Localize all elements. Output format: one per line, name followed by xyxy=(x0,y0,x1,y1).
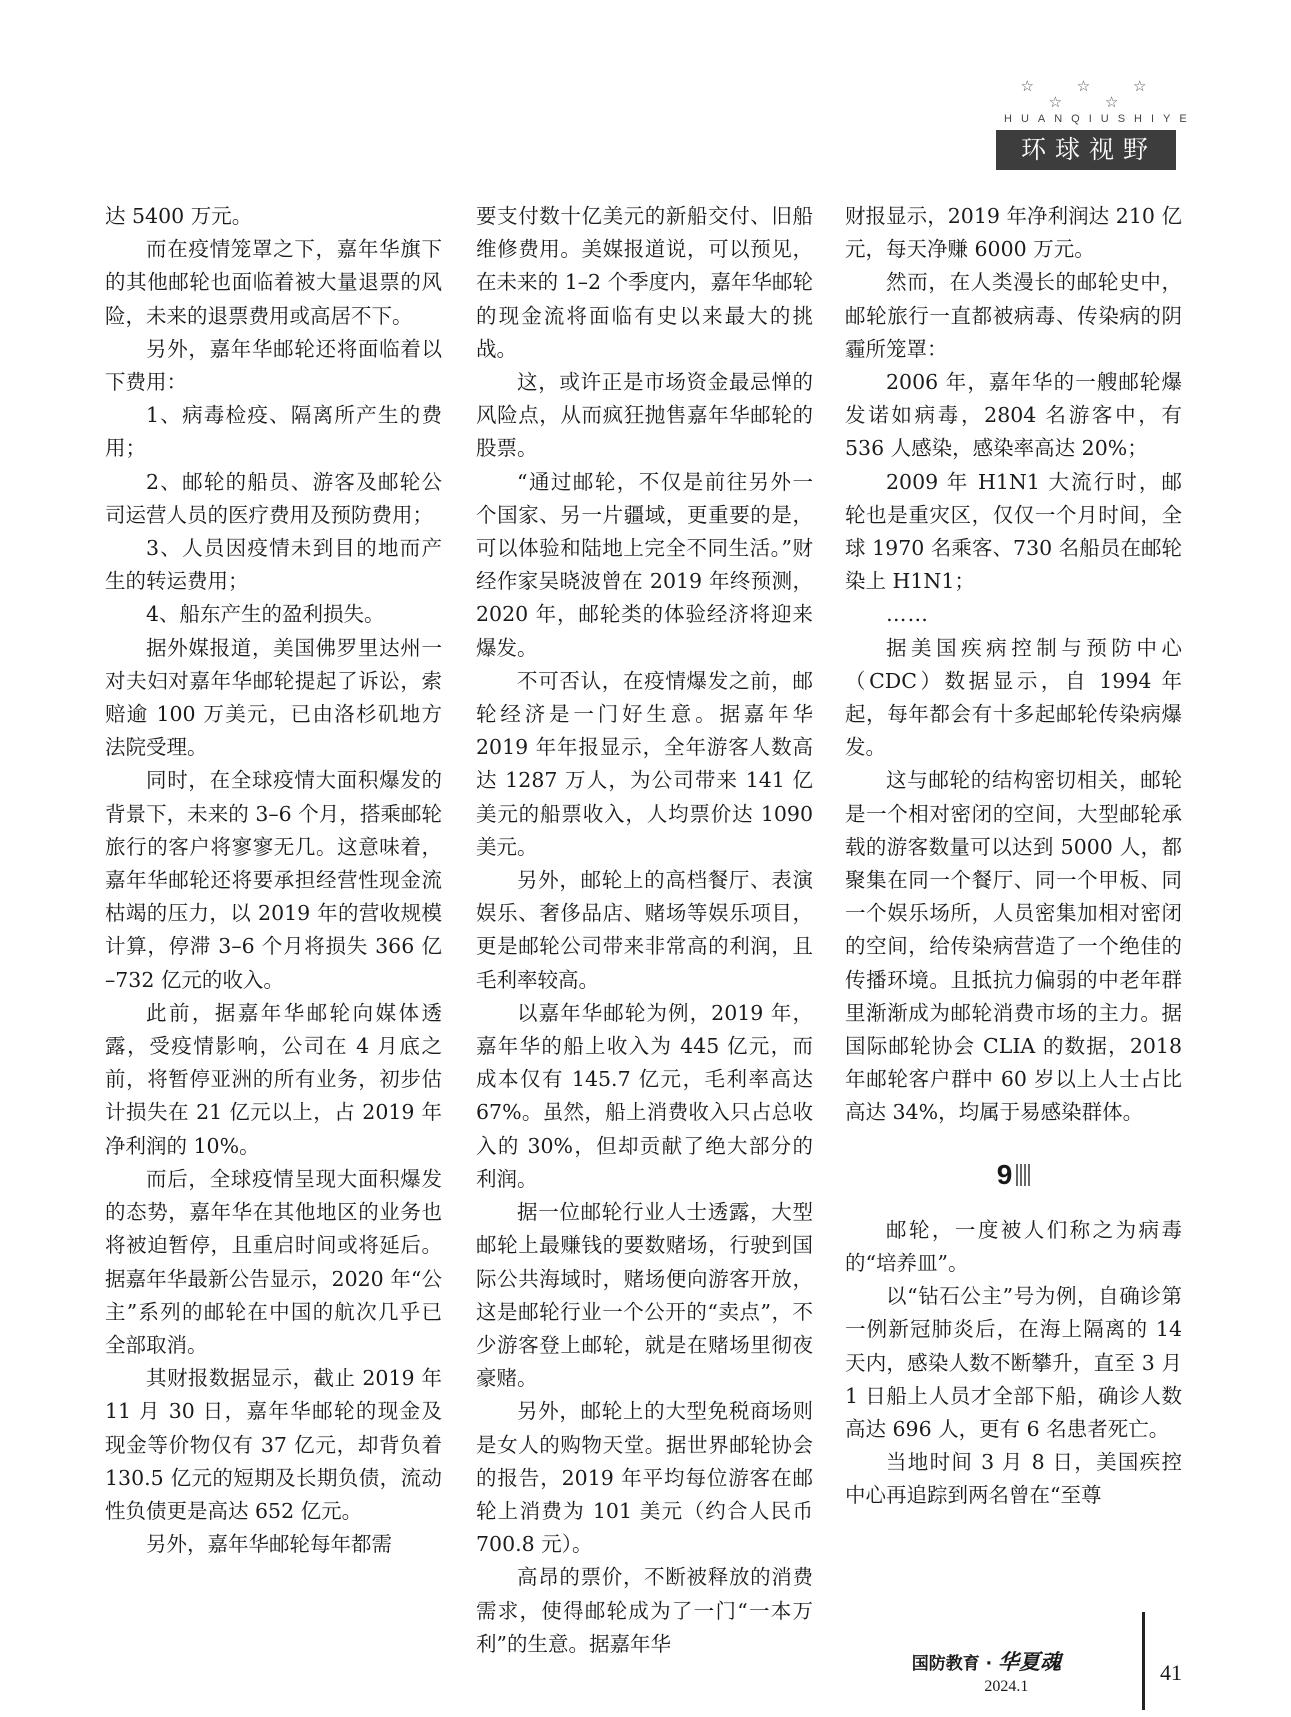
paragraph: 这，或许正是市场资金最忌惮的风险点，从而疯狂抛售嘉年华邮轮的股票。 xyxy=(476,370,813,461)
paragraph: 同时，在全球疫情大面积爆发的背景下，未来的 3–6 个月，搭乘邮轮旅行的客户将寥寥无几。这意味着，嘉年华邮轮还将要承担经营性现金流枯竭的压力，以 2019 年的营收规模计算，停滞 3–6 个月将损失 366 亿 –732 亿元的收入。 xyxy=(105,768,442,992)
paragraph: 高昂的票价，不断被释放的消费需求，使得邮轮成为了一门“一本万利”的生意。据嘉年华 xyxy=(476,1565,813,1656)
heading-bar-icon xyxy=(1016,1164,1030,1186)
paragraph: 2009 年 H1N1 大流行时，邮轮也是重灾区，仅仅一个月时间，全球 1970 名乘客、730 名船员在邮轮染上 H1N1； xyxy=(845,469,1182,594)
page-number: 41 xyxy=(1160,1660,1182,1685)
section-title: 环球视野 xyxy=(996,130,1176,170)
column-1 xyxy=(105,200,442,1561)
column-2 xyxy=(476,200,813,1661)
paragraph: 3、人员因疫情未到目的地而产生的转运费用； xyxy=(105,536,442,594)
paragraph: 财报显示，2019 年净利润达 210 亿元，每天净赚 6000 万元。 xyxy=(845,204,1182,262)
paragraph: 要支付数十亿美元的新船交付、旧船维修费用。美媒报道说，可以预见，在未来的 1–2 个季度内，嘉年华邮轮的现金流将面临有史以来最大的挑战。 xyxy=(476,204,813,361)
paragraph: 据一位邮轮行业人士透露，大型邮轮上最赚钱的要数赌场，行驶到国际公共海域时，赌场便向游客开放，这是邮轮行业一个公开的“卖点”，不少游客登上邮轮，就是在赌场里彻夜豪赌。 xyxy=(476,1200,813,1391)
paragraph: 2、邮轮的船员、游客及邮轮公司运营人员的医疗费用及预防费用； xyxy=(105,469,442,527)
page-footer xyxy=(912,1650,1061,1698)
section-pinyin: HUANQIUSHIYE xyxy=(1004,113,1196,125)
paragraph: 以“钻石公主”号为例，自确诊第一例新冠肺炎后，在海上隔离的 14 天内，感染人数不断攀升，直至 3 月 1 日船上人员才全部下船，确诊人数高达 696 人，更有 6 名患者死亡。 xyxy=(845,1284,1182,1441)
paragraph: 其财报数据显示，截止 2019 年 11 月 30 日，嘉年华邮轮的现金及现金等价物仅有 37 亿元，却背负着 130.5 亿元的短期及长期负债，流动性负债更是高达 652 亿元。 xyxy=(105,1366,442,1523)
section-number: 9 xyxy=(996,1158,1013,1190)
brand-script: 华夏魂 xyxy=(998,1649,1061,1674)
section-header xyxy=(996,77,1196,170)
magazine-brand xyxy=(912,1650,1061,1676)
brand-name: 国防教育 · xyxy=(911,1654,998,1674)
paragraph: 这与邮轮的结构密切相关，邮轮是一个相对密闭的空间，大型邮轮承载的游客数量可以达到 5000 人，都聚集在同一个餐厅、同一个甲板、同一个娱乐场所，人员密集加相对密闭的空间，给传染病营造了一个绝佳的传播环境。且抵抗力偏弱的中老年群里渐渐成为邮轮消费市场的主力。据国际邮轮协会 CLIA 的数据，2018 年邮轮客户群中 60 岁以上人士占比高达 34%，均属于易感染群体。 xyxy=(845,768,1182,1125)
paragraph: 1、病毒检疫、隔离所产生的费用； xyxy=(105,403,442,461)
paragraph: 4、船东产生的盈利损失。 xyxy=(146,602,385,627)
paragraph: 达 5400 万元。 xyxy=(105,204,253,228)
paragraph: 据外媒报道，美国佛罗里达州一对夫妇对嘉年华邮轮提起了诉讼，索赔逾 100 万美元，已由洛杉矶地方法院受理。 xyxy=(105,635,442,760)
column-3 xyxy=(845,200,1182,1513)
paragraph: 此前，据嘉年华邮轮向媒体透露，受疫情影响，公司在 4 月底之前，将暂停亚洲的所有业务，初步估计损失在 21 亿元以上，占 2019 年净利润的 10%。 xyxy=(105,1000,442,1158)
footer-divider xyxy=(1142,1612,1145,1710)
star-decoration: ☆ ☆ ☆ ☆ ☆ xyxy=(1020,77,1166,111)
paragraph: “通过邮轮，不仅是前往另外一个国家、另一片疆域，更重要的是，可以体验和陆地上完全不同生活。”财经作家吴晓波曾在 2019 年终预测，2020 年，邮轮类的体验经济将迎来爆发。 xyxy=(476,469,813,660)
paragraph: 然而，在人类漫长的邮轮史中，邮轮旅行一直都被病毒、传染病的阴霾所笼罩： xyxy=(845,270,1182,361)
paragraph: 另外，嘉年华邮轮每年都需 xyxy=(146,1532,392,1557)
paragraph: 当地时间 3 月 8 日，美国疾控中心再追踪到两名曾在“至尊 xyxy=(845,1450,1182,1508)
paragraph: 不可否认，在疫情爆发之前，邮轮经济是一门好生意。据嘉年华 2019 年年报显示，全年游客人数高达 1287 万人，为公司带来 141 亿美元的船票收入，人均票价达 1090 美元。 xyxy=(476,668,813,859)
paragraph: 另外，邮轮上的大型免税商场则是女人的购物天堂。据世界邮轮协会的报告，2019 年平均每位游客在邮轮上消费为 101 美元（约合人民币 700.8 元）。 xyxy=(476,1399,813,1557)
paragraph: 另外，邮轮上的高档餐厅、表演娱乐、奢侈品店、赌场等娱乐项目，更是邮轮公司带来非常高的利润，且毛利率较高。 xyxy=(476,868,813,992)
issue-number: 2024.1 xyxy=(984,1678,1029,1695)
ellipsis-line: …… xyxy=(886,602,929,627)
paragraph: 而后，全球疫情呈现大面积爆发的态势，嘉年华在其他地区的业务也将被迫暂停，且重启时间或将延后。据嘉年华最新公告显示，2020 年“公主”系列的邮轮在中国的航次几乎已全部取消。 xyxy=(105,1166,442,1357)
section-number-heading xyxy=(845,1158,1182,1192)
paragraph: 2006 年，嘉年华的一艘邮轮爆发诺如病毒，2804 名游客中，有 536 人感染，感染率高达 20%； xyxy=(845,370,1182,461)
paragraph: 以嘉年华邮轮为例，2019 年，嘉年华的船上收入为 445 亿元，而成本仅有 145.7 亿元，毛利率高达 67%。虽然，船上消费收入只占总收入的 30%，但却贡献了绝大部分的利润。 xyxy=(476,1000,813,1191)
paragraph: 而在疫情笼罩之下，嘉年华旗下的其他邮轮也面临着被大量退票的风险，未来的退票费用或高居不下。 xyxy=(105,237,442,328)
paragraph: 邮轮，一度被人们称之为病毒的“培养皿”。 xyxy=(845,1217,1182,1275)
paragraph: 另外，嘉年华邮轮还将面临着以下费用： xyxy=(105,336,442,395)
paragraph: 据美国疾病控制与预防中心（CDC）数据显示，自 1994 年起，每年都会有十多起邮轮传染病爆发。 xyxy=(845,635,1182,760)
